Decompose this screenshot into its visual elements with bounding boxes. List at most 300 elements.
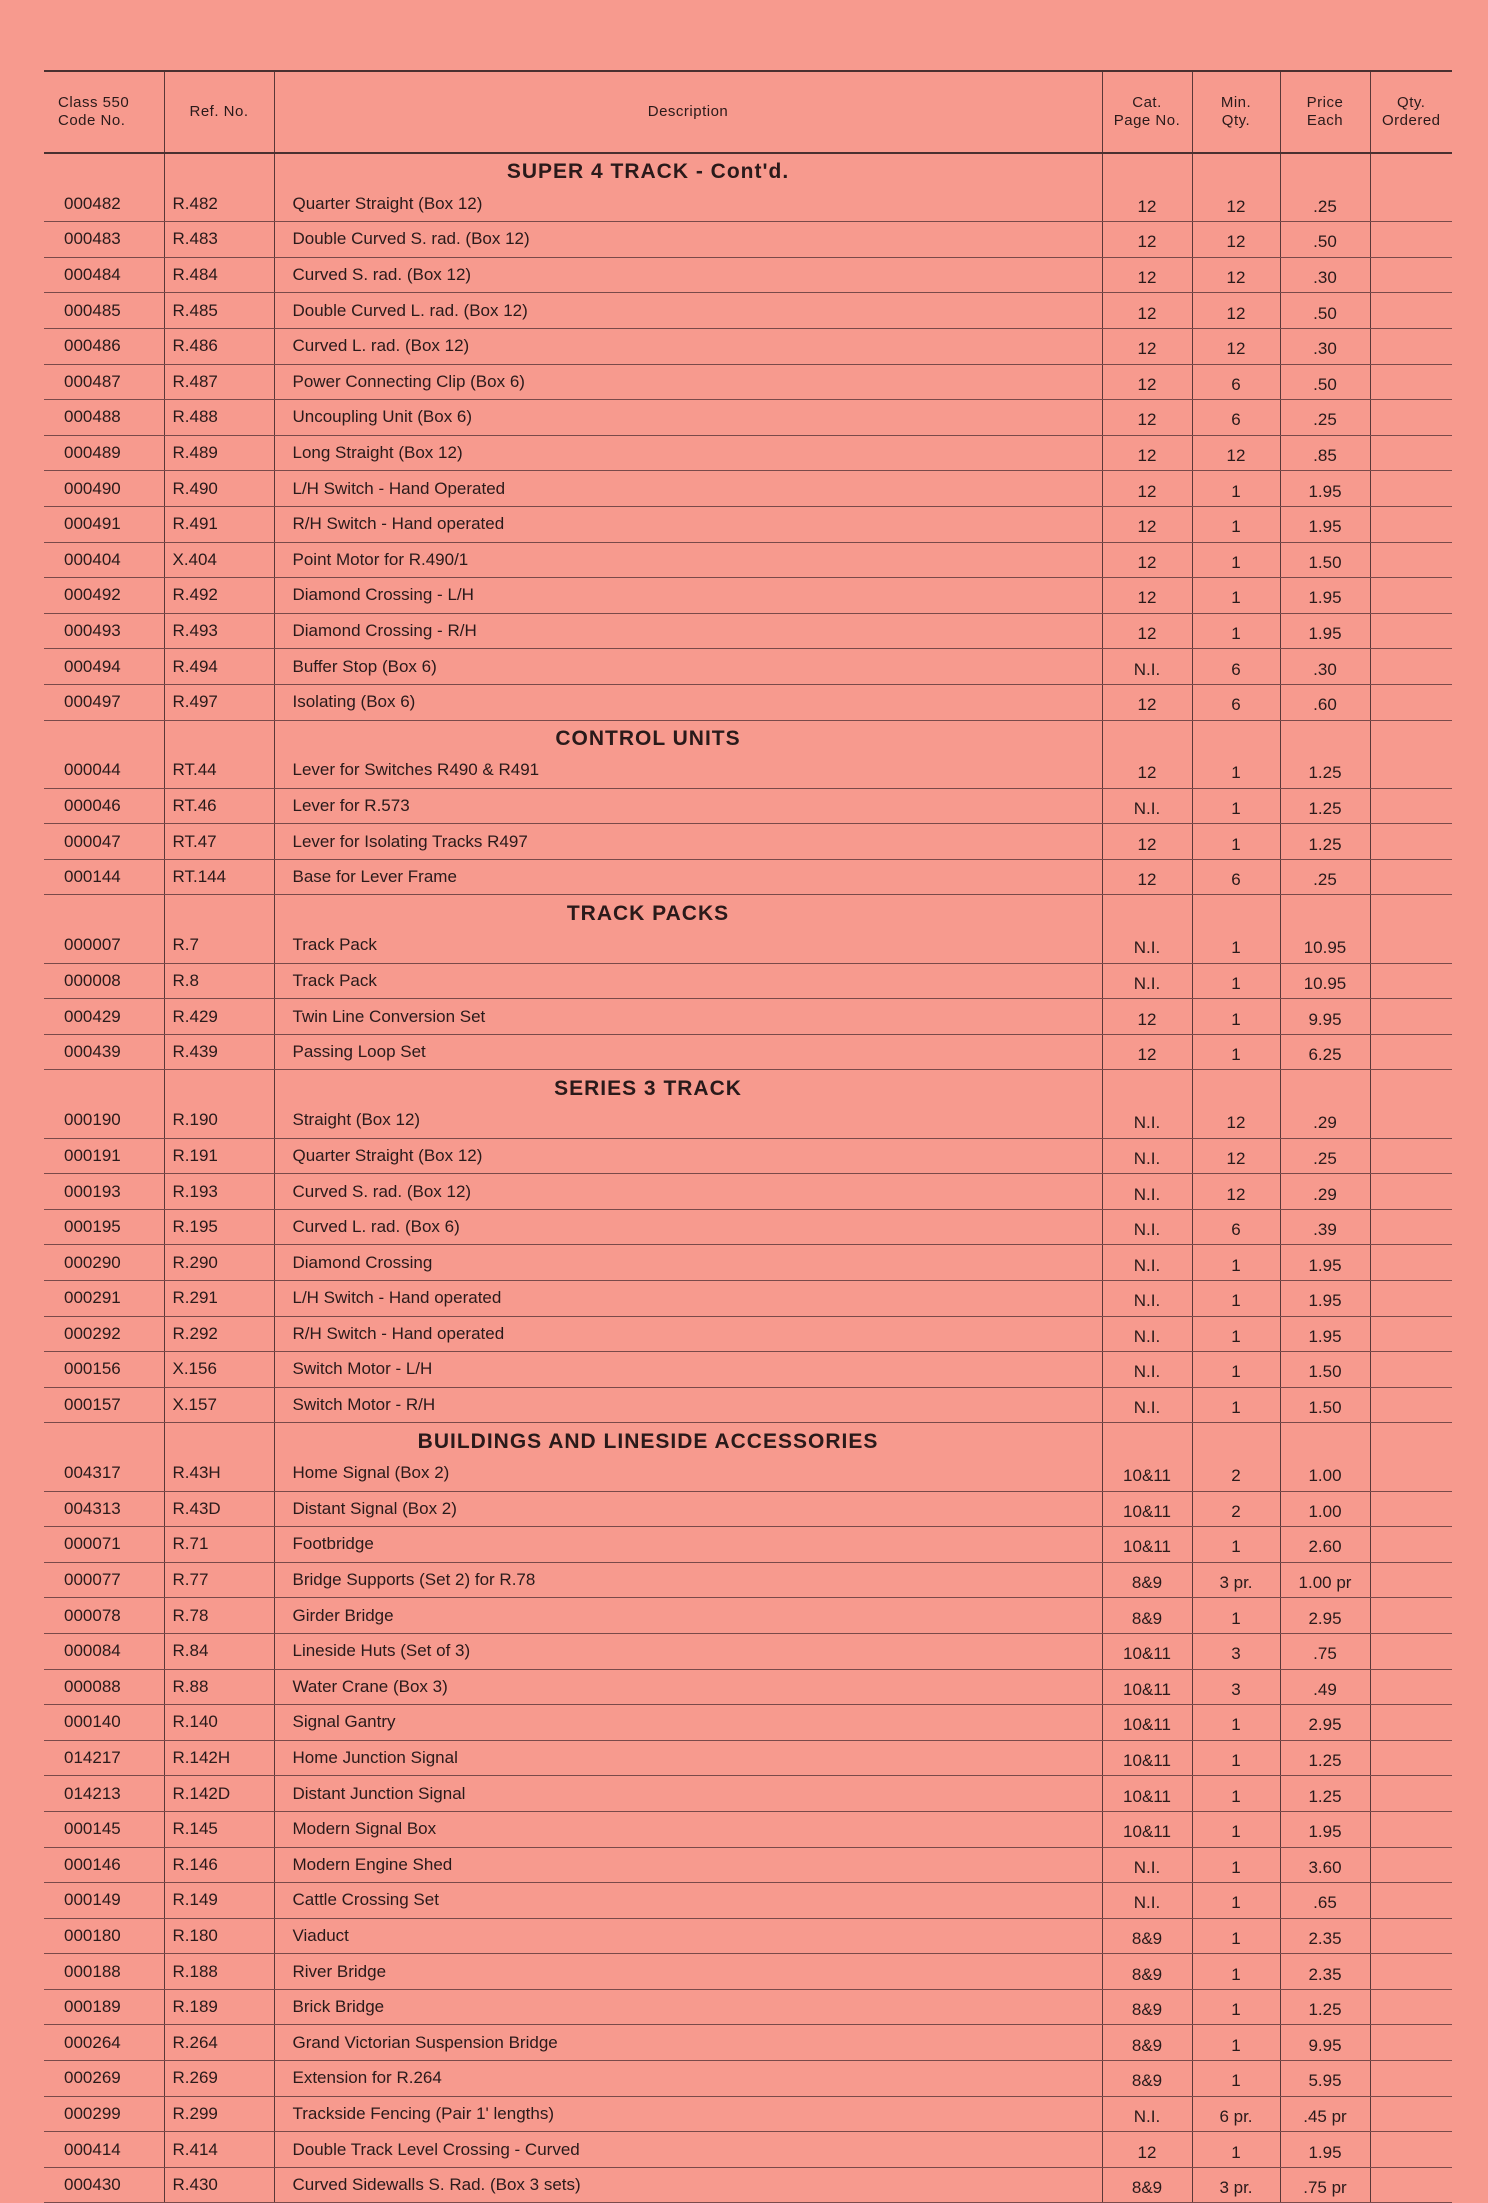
- description-cell: River Bridge: [274, 1954, 1102, 1990]
- page-cell: 12: [1102, 1034, 1192, 1070]
- price-cell: .75: [1280, 1633, 1370, 1669]
- section-spacer: [44, 1423, 164, 1456]
- page-cell: N.I.: [1102, 963, 1192, 999]
- qty-ordered-field[interactable]: [1370, 1034, 1452, 1070]
- qty-ordered-field[interactable]: [1370, 1847, 1452, 1883]
- qty-ordered-field[interactable]: [1370, 1352, 1452, 1388]
- code-cell: 000195: [44, 1209, 164, 1245]
- min-qty-cell: 1: [1192, 1989, 1280, 2025]
- table-row: [44, 1705, 1452, 1741]
- ref-cell: RT.44: [164, 753, 274, 788]
- code-cell: 000140: [44, 1705, 164, 1741]
- qty-ordered-field[interactable]: [1370, 2025, 1452, 2061]
- qty-ordered-field[interactable]: [1370, 1245, 1452, 1281]
- qty-ordered-field[interactable]: [1370, 328, 1452, 364]
- min-qty-cell: 1: [1192, 1245, 1280, 1281]
- ref-cell: X.157: [164, 1387, 274, 1423]
- qty-ordered-field[interactable]: [1370, 293, 1452, 329]
- ref-cell: R.299: [164, 2096, 274, 2132]
- table-row: [44, 2167, 1452, 2203]
- header-row: [44, 71, 1452, 153]
- qty-ordered-field[interactable]: [1370, 1103, 1452, 1138]
- description-cell: Water Crane (Box 3): [274, 1669, 1102, 1705]
- min-qty-cell: 12: [1192, 1138, 1280, 1174]
- table-row: [44, 1633, 1452, 1669]
- qty-ordered-field[interactable]: [1370, 1174, 1452, 1210]
- table-row: [44, 1776, 1452, 1812]
- table-row: [44, 1316, 1452, 1352]
- table-row: [44, 2061, 1452, 2097]
- min-qty-cell: 1: [1192, 2061, 1280, 2097]
- code-cell: 000188: [44, 1954, 164, 1990]
- min-qty-cell: 1: [1192, 788, 1280, 824]
- ref-cell: R.146: [164, 1847, 274, 1883]
- ref-cell: R.71: [164, 1527, 274, 1563]
- min-qty-cell: 1: [1192, 2025, 1280, 2061]
- page-cell: 12: [1102, 859, 1192, 895]
- section-title: SERIES 3 TRACK: [554, 1076, 742, 1100]
- qty-ordered-field[interactable]: [1370, 1776, 1452, 1812]
- qty-ordered-field[interactable]: [1370, 400, 1452, 436]
- qty-ordered-field[interactable]: [1370, 1740, 1452, 1776]
- description-cell: Signal Gantry: [274, 1705, 1102, 1741]
- ref-cell: R.7: [164, 928, 274, 963]
- qty-ordered-field[interactable]: [1370, 2061, 1452, 2097]
- page-cell: 12: [1102, 435, 1192, 471]
- code-cell: 000145: [44, 1811, 164, 1847]
- qty-ordered-field[interactable]: [1370, 1316, 1452, 1352]
- code-cell: 000492: [44, 578, 164, 614]
- price-cell: 1.95: [1280, 1281, 1370, 1317]
- qty-ordered-field[interactable]: [1370, 471, 1452, 507]
- description-cell: Extension for R.264: [274, 2061, 1102, 2097]
- table-row: [44, 1281, 1452, 1317]
- price-cell: 1.95: [1280, 2132, 1370, 2168]
- ref-cell: R.43D: [164, 1491, 274, 1527]
- code-cell: 000157: [44, 1387, 164, 1423]
- ref-cell: R.88: [164, 1669, 274, 1705]
- ref-cell: R.290: [164, 1245, 274, 1281]
- page-cell: N.I.: [1102, 928, 1192, 963]
- ref-cell: R.414: [164, 2132, 274, 2168]
- code-cell: 004317: [44, 1456, 164, 1491]
- qty-ordered-field[interactable]: [1370, 1669, 1452, 1705]
- qty-ordered-field[interactable]: [1370, 2132, 1452, 2168]
- page-cell: N.I.: [1102, 1245, 1192, 1281]
- price-cell: .29: [1280, 1103, 1370, 1138]
- price-cell: 3.60: [1280, 1847, 1370, 1883]
- table-row: [44, 1918, 1452, 1954]
- page-cell: N.I.: [1102, 1138, 1192, 1174]
- section-spacer: [1192, 1423, 1280, 1456]
- code-cell: 000193: [44, 1174, 164, 1210]
- page-cell: 12: [1102, 578, 1192, 614]
- code-cell: 000491: [44, 506, 164, 542]
- table-row: [44, 1174, 1452, 1210]
- description-cell: Lineside Huts (Set of 3): [274, 1633, 1102, 1669]
- section-spacer: [1280, 153, 1370, 187]
- qty-ordered-field[interactable]: [1370, 257, 1452, 293]
- qty-ordered-field[interactable]: [1370, 788, 1452, 824]
- table-row: [44, 1669, 1452, 1705]
- page-cell: N.I.: [1102, 1316, 1192, 1352]
- code-cell: 000488: [44, 400, 164, 436]
- header-ref: Ref. No.: [164, 71, 274, 153]
- price-cell: .45 pr: [1280, 2096, 1370, 2132]
- min-qty-cell: 6 pr.: [1192, 2096, 1280, 2132]
- section-spacer: [1370, 153, 1452, 187]
- header-min-qty: Min. Qty.: [1192, 71, 1280, 153]
- header-qty-ordered: Qty. Ordered: [1370, 71, 1452, 153]
- section-spacer: [1102, 1070, 1192, 1103]
- description-cell: Modern Signal Box: [274, 1811, 1102, 1847]
- code-cell: 000146: [44, 1847, 164, 1883]
- table-row: [44, 613, 1452, 649]
- price-cell: .30: [1280, 649, 1370, 685]
- page-cell: N.I.: [1102, 649, 1192, 685]
- min-qty-cell: 1: [1192, 506, 1280, 542]
- price-cell: 1.95: [1280, 578, 1370, 614]
- qty-ordered-field[interactable]: [1370, 1209, 1452, 1245]
- price-cell: 1.95: [1280, 1811, 1370, 1847]
- min-qty-cell: 3: [1192, 1633, 1280, 1669]
- section-spacer: [1370, 720, 1452, 753]
- page-cell: 10&11: [1102, 1633, 1192, 1669]
- min-qty-cell: 12: [1192, 1103, 1280, 1138]
- table-row: [44, 928, 1452, 963]
- qty-ordered-field[interactable]: [1370, 2096, 1452, 2132]
- qty-ordered-field[interactable]: [1370, 1883, 1452, 1919]
- page-cell: 8&9: [1102, 1989, 1192, 2025]
- table-row: [44, 578, 1452, 614]
- table-row: [44, 2132, 1452, 2168]
- description-cell: Switch Motor - L/H: [274, 1352, 1102, 1388]
- qty-ordered-field[interactable]: [1370, 684, 1452, 720]
- min-qty-cell: 1: [1192, 1281, 1280, 1317]
- ref-cell: R.493: [164, 613, 274, 649]
- table-row: [44, 1456, 1452, 1491]
- code-cell: 000269: [44, 2061, 164, 2097]
- code-cell: 000290: [44, 1245, 164, 1281]
- section-spacer: [164, 1423, 274, 1456]
- description-cell: Brick Bridge: [274, 1989, 1102, 2025]
- min-qty-cell: 12: [1192, 293, 1280, 329]
- table-row: [44, 1989, 1452, 2025]
- ref-cell: R.490: [164, 471, 274, 507]
- qty-ordered-field[interactable]: [1370, 364, 1452, 400]
- qty-ordered-field[interactable]: [1370, 999, 1452, 1035]
- qty-ordered-field[interactable]: [1370, 649, 1452, 685]
- page-cell: N.I.: [1102, 1847, 1192, 1883]
- qty-ordered-field[interactable]: [1370, 824, 1452, 860]
- qty-ordered-field[interactable]: [1370, 1705, 1452, 1741]
- description-cell: Double Curved S. rad. (Box 12): [274, 222, 1102, 258]
- table-row: [44, 1209, 1452, 1245]
- price-cell: .50: [1280, 293, 1370, 329]
- description-cell: Buffer Stop (Box 6): [274, 649, 1102, 685]
- min-qty-cell: 1: [1192, 542, 1280, 578]
- section-spacer: [164, 895, 274, 928]
- code-cell: 000180: [44, 1918, 164, 1954]
- min-qty-cell: 1: [1192, 1740, 1280, 1776]
- section-title-cell: [274, 153, 1102, 187]
- page-cell: N.I.: [1102, 1209, 1192, 1245]
- description-cell: Uncoupling Unit (Box 6): [274, 400, 1102, 436]
- price-cell: 6.25: [1280, 1034, 1370, 1070]
- page-cell: N.I.: [1102, 2096, 1192, 2132]
- ref-cell: R.269: [164, 2061, 274, 2097]
- min-qty-cell: 12: [1192, 435, 1280, 471]
- price-cell: 1.50: [1280, 542, 1370, 578]
- page-cell: 8&9: [1102, 2025, 1192, 2061]
- min-qty-cell: 12: [1192, 1174, 1280, 1210]
- table-row: [44, 1740, 1452, 1776]
- ref-cell: X.404: [164, 542, 274, 578]
- qty-ordered-field[interactable]: [1370, 613, 1452, 649]
- section-spacer: [1102, 720, 1192, 753]
- page-cell: 10&11: [1102, 1669, 1192, 1705]
- min-qty-cell: 1: [1192, 1954, 1280, 1990]
- qty-ordered-field[interactable]: [1370, 435, 1452, 471]
- code-cell: 000008: [44, 963, 164, 999]
- ref-cell: R.77: [164, 1562, 274, 1598]
- section-heading-row: [44, 895, 1452, 928]
- code-cell: 000264: [44, 2025, 164, 2061]
- min-qty-cell: 3 pr.: [1192, 2167, 1280, 2203]
- code-cell: 000156: [44, 1352, 164, 1388]
- price-cell: 1.00 pr: [1280, 1562, 1370, 1598]
- section-spacer: [1192, 720, 1280, 753]
- ref-cell: R.189: [164, 1989, 274, 2025]
- qty-ordered-field[interactable]: [1370, 753, 1452, 788]
- table-row: [44, 328, 1452, 364]
- ref-cell: R.149: [164, 1883, 274, 1919]
- table-row: [44, 1598, 1452, 1634]
- min-qty-cell: 1: [1192, 1034, 1280, 1070]
- code-cell: 000071: [44, 1527, 164, 1563]
- min-qty-cell: 6: [1192, 649, 1280, 685]
- ref-cell: X.156: [164, 1352, 274, 1388]
- code-cell: 000190: [44, 1103, 164, 1138]
- qty-ordered-field[interactable]: [1370, 222, 1452, 258]
- description-cell: Track Pack: [274, 928, 1102, 963]
- description-cell: Lever for Isolating Tracks R497: [274, 824, 1102, 860]
- table-row: [44, 753, 1452, 788]
- qty-ordered-field[interactable]: [1370, 2167, 1452, 2203]
- price-cell: 2.60: [1280, 1527, 1370, 1563]
- price-cell: .25: [1280, 400, 1370, 436]
- qty-ordered-field[interactable]: [1370, 1527, 1452, 1563]
- price-cell: 2.95: [1280, 1705, 1370, 1741]
- ref-cell: R.140: [164, 1705, 274, 1741]
- table-row: [44, 293, 1452, 329]
- section-spacer: [1370, 895, 1452, 928]
- ref-cell: R.193: [164, 1174, 274, 1210]
- description-cell: Twin Line Conversion Set: [274, 999, 1102, 1035]
- section-spacer: [44, 153, 164, 187]
- description-cell: Lever for R.573: [274, 788, 1102, 824]
- page-cell: 8&9: [1102, 1598, 1192, 1634]
- page-cell: N.I.: [1102, 1387, 1192, 1423]
- qty-ordered-field[interactable]: [1370, 1954, 1452, 1990]
- qty-ordered-field[interactable]: [1370, 187, 1452, 222]
- min-qty-cell: 12: [1192, 222, 1280, 258]
- description-cell: Diamond Crossing - R/H: [274, 613, 1102, 649]
- min-qty-cell: 1: [1192, 753, 1280, 788]
- table-row: [44, 542, 1452, 578]
- section-title: CONTROL UNITS: [555, 726, 741, 750]
- price-cell: 2.35: [1280, 1954, 1370, 1990]
- price-cell: .29: [1280, 1174, 1370, 1210]
- page-cell: 12: [1102, 364, 1192, 400]
- ref-cell: R.482: [164, 187, 274, 222]
- min-qty-cell: 6: [1192, 400, 1280, 436]
- page-cell: N.I.: [1102, 1174, 1192, 1210]
- page-cell: 10&11: [1102, 1776, 1192, 1812]
- price-cell: 2.95: [1280, 1598, 1370, 1634]
- section-spacer: [164, 153, 274, 187]
- qty-ordered-field[interactable]: [1370, 1633, 1452, 1669]
- section-spacer: [1370, 1070, 1452, 1103]
- description-cell: Cattle Crossing Set: [274, 1883, 1102, 1919]
- code-cell: 000084: [44, 1633, 164, 1669]
- min-qty-cell: 1: [1192, 1811, 1280, 1847]
- price-cell: .75 pr: [1280, 2167, 1370, 2203]
- qty-ordered-field[interactable]: [1370, 1281, 1452, 1317]
- min-qty-cell: 1: [1192, 1847, 1280, 1883]
- description-cell: Lever for Switches R490 & R491: [274, 753, 1102, 788]
- min-qty-cell: 1: [1192, 613, 1280, 649]
- description-cell: Distant Signal (Box 2): [274, 1491, 1102, 1527]
- qty-ordered-field[interactable]: [1370, 542, 1452, 578]
- table-row: [44, 506, 1452, 542]
- qty-ordered-field[interactable]: [1370, 1989, 1452, 2025]
- page-cell: 8&9: [1102, 1954, 1192, 1990]
- min-qty-cell: 1: [1192, 824, 1280, 860]
- table-row: [44, 1491, 1452, 1527]
- section-spacer: [1102, 895, 1192, 928]
- section-title: BUILDINGS AND LINESIDE ACCESSORIES: [417, 1429, 879, 1453]
- table-row: [44, 1562, 1452, 1598]
- code-cell: 000144: [44, 859, 164, 895]
- description-cell: Base for Lever Frame: [274, 859, 1102, 895]
- section-spacer: [1102, 1423, 1192, 1456]
- table-row: [44, 824, 1452, 860]
- qty-ordered-field[interactable]: [1370, 1811, 1452, 1847]
- min-qty-cell: 1: [1192, 1387, 1280, 1423]
- ref-cell: R.84: [164, 1633, 274, 1669]
- table-row: [44, 788, 1452, 824]
- ref-cell: R.195: [164, 1209, 274, 1245]
- table-row: [44, 859, 1452, 895]
- code-cell: 014213: [44, 1776, 164, 1812]
- price-cell: 1.95: [1280, 506, 1370, 542]
- description-cell: Point Motor for R.490/1: [274, 542, 1102, 578]
- ref-cell: R.487: [164, 364, 274, 400]
- table-row: [44, 999, 1452, 1035]
- section-spacer: [1102, 153, 1192, 187]
- price-cell: .30: [1280, 257, 1370, 293]
- section-spacer: [1370, 1423, 1452, 1456]
- ref-cell: R.8: [164, 963, 274, 999]
- min-qty-cell: 12: [1192, 328, 1280, 364]
- page-cell: 12: [1102, 222, 1192, 258]
- min-qty-cell: 6: [1192, 684, 1280, 720]
- section-spacer: [164, 720, 274, 753]
- code-cell: 000299: [44, 2096, 164, 2132]
- price-cell: .50: [1280, 364, 1370, 400]
- description-cell: Isolating (Box 6): [274, 684, 1102, 720]
- price-cell: 2.35: [1280, 1918, 1370, 1954]
- price-cell: 1.95: [1280, 1316, 1370, 1352]
- qty-ordered-field[interactable]: [1370, 1918, 1452, 1954]
- price-cell: .49: [1280, 1669, 1370, 1705]
- min-qty-cell: 1: [1192, 1705, 1280, 1741]
- ref-cell: R.142D: [164, 1776, 274, 1812]
- code-cell: 000485: [44, 293, 164, 329]
- qty-ordered-field[interactable]: [1370, 928, 1452, 963]
- ref-cell: R.180: [164, 1918, 274, 1954]
- qty-ordered-field[interactable]: [1370, 1138, 1452, 1174]
- qty-ordered-field[interactable]: [1370, 578, 1452, 614]
- description-cell: Girder Bridge: [274, 1598, 1102, 1634]
- qty-ordered-field[interactable]: [1370, 859, 1452, 895]
- ref-cell: RT.47: [164, 824, 274, 860]
- price-cell: 1.50: [1280, 1387, 1370, 1423]
- description-cell: Viaduct: [274, 1918, 1102, 1954]
- min-qty-cell: 3: [1192, 1669, 1280, 1705]
- page-cell: 10&11: [1102, 1740, 1192, 1776]
- description-cell: R/H Switch - Hand operated: [274, 506, 1102, 542]
- table-row: [44, 187, 1452, 222]
- code-cell: 000487: [44, 364, 164, 400]
- table-row: [44, 1245, 1452, 1281]
- min-qty-cell: 1: [1192, 1883, 1280, 1919]
- price-cell: .30: [1280, 328, 1370, 364]
- price-cell: .65: [1280, 1883, 1370, 1919]
- qty-ordered-field[interactable]: [1370, 1387, 1452, 1423]
- qty-ordered-field[interactable]: [1370, 1562, 1452, 1598]
- page-cell: 12: [1102, 684, 1192, 720]
- page-cell: 8&9: [1102, 2061, 1192, 2097]
- min-qty-cell: 1: [1192, 1527, 1280, 1563]
- price-cell: 9.95: [1280, 2025, 1370, 2061]
- ref-cell: R.483: [164, 222, 274, 258]
- code-cell: 000088: [44, 1669, 164, 1705]
- table-row: [44, 1883, 1452, 1919]
- price-cell: .25: [1280, 1138, 1370, 1174]
- table-row: [44, 1811, 1452, 1847]
- min-qty-cell: 3 pr.: [1192, 1562, 1280, 1598]
- qty-ordered-field[interactable]: [1370, 963, 1452, 999]
- ref-cell: R.489: [164, 435, 274, 471]
- qty-ordered-field[interactable]: [1370, 1456, 1452, 1491]
- section-spacer: [1280, 1070, 1370, 1103]
- description-cell: Curved S. rad. (Box 12): [274, 257, 1102, 293]
- description-cell: Bridge Supports (Set 2) for R.78: [274, 1562, 1102, 1598]
- min-qty-cell: 12: [1192, 187, 1280, 222]
- qty-ordered-field[interactable]: [1370, 1491, 1452, 1527]
- price-cell: 1.25: [1280, 1740, 1370, 1776]
- ref-cell: R.190: [164, 1103, 274, 1138]
- qty-ordered-field[interactable]: [1370, 506, 1452, 542]
- header-code: Class 550 Code No.: [44, 71, 164, 153]
- page-cell: N.I.: [1102, 788, 1192, 824]
- description-cell: Quarter Straight (Box 12): [274, 1138, 1102, 1174]
- qty-ordered-field[interactable]: [1370, 1598, 1452, 1634]
- code-cell: 000414: [44, 2132, 164, 2168]
- code-cell: 000482: [44, 187, 164, 222]
